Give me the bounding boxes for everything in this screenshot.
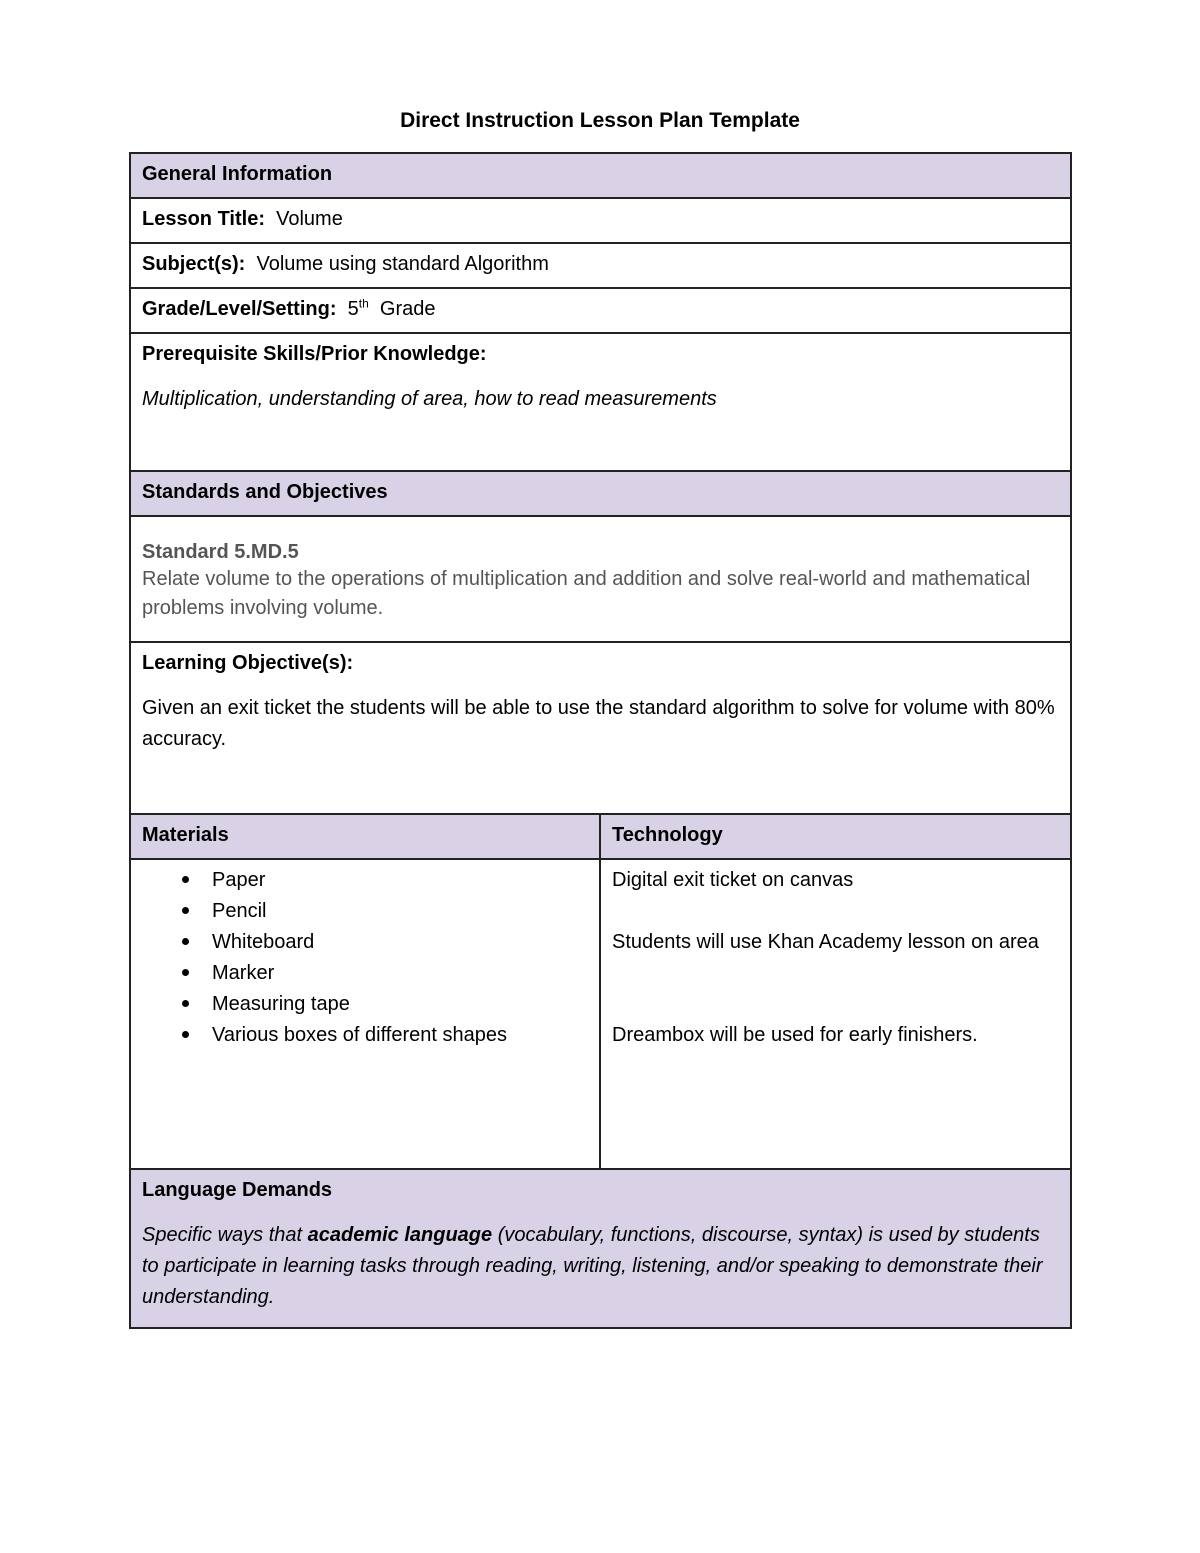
technology-header: Technology	[600, 814, 1071, 859]
grade-row	[130, 288, 1071, 333]
lesson-title-value: Volume	[276, 208, 343, 230]
general-info-header: General Information	[130, 153, 1071, 198]
technology-line: Dreambox will be used for early finishers.	[612, 1024, 978, 1046]
prereq-row	[130, 333, 1071, 471]
language-text-after: (vocabulary, functions, discourse, syntax) is used by students to participate in learning tasks through reading, writing, listening, and/or speaking to demonstrate their understanding.	[142, 1224, 1043, 1308]
lesson-title-label: Lesson Title:	[142, 208, 265, 230]
materials-item: Pencil	[212, 896, 588, 927]
materials-list	[142, 865, 588, 1051]
standards-header: Standards and Objectives	[130, 471, 1071, 516]
prereq-value: Multiplication, understanding of area, how to read measurements	[142, 388, 717, 410]
technology-line: Students will use Khan Academy lesson on area	[612, 931, 1039, 953]
objective-label: Learning Objective(s):	[142, 652, 354, 674]
language-demands-row	[130, 1169, 1071, 1328]
standard-cell	[130, 516, 1071, 642]
objective-cell	[130, 642, 1071, 814]
language-text-before: Specific ways that	[142, 1224, 308, 1246]
grade-suffix: th	[358, 296, 369, 311]
grade-number: 5	[347, 298, 359, 320]
materials-item: Whiteboard	[212, 927, 588, 958]
materials-item: Paper	[212, 865, 588, 896]
objective-row	[130, 642, 1071, 814]
language-demands-header: Language Demands	[142, 1179, 333, 1201]
technology-line: Digital exit ticket on canvas	[612, 869, 854, 891]
objective-text: Given an exit ticket the students will be able to use the standard algorithm to solve for volume with 80% accuracy.	[142, 697, 1055, 750]
lesson-title-cell	[130, 198, 1071, 243]
materials-item: Marker	[212, 958, 588, 989]
materials-header: Materials	[130, 814, 600, 859]
lesson-plan-table	[129, 152, 1072, 1329]
language-text-bold: academic language	[307, 1224, 493, 1246]
standard-row	[130, 516, 1071, 642]
materials-cell	[130, 859, 600, 1169]
materials-technology-row	[130, 859, 1071, 1169]
technology-cell	[600, 859, 1071, 1169]
prereq-cell	[130, 333, 1071, 471]
materials-technology-header-row	[130, 814, 1071, 859]
lesson-title-row	[130, 198, 1071, 243]
grade-cell	[130, 288, 1071, 333]
language-demands-cell	[130, 1169, 1071, 1328]
grade-label: Grade/Level/Setting:	[142, 298, 337, 320]
materials-item: Various boxes of different shapes	[212, 1020, 588, 1051]
subjects-cell	[130, 243, 1071, 288]
standard-text: Relate volume to the operations of multiplication and addition and solve real-world and mathematical problems involving volume.	[142, 568, 1031, 619]
materials-item: Measuring tape	[212, 989, 588, 1020]
standard-title: Standard 5.MD.5	[142, 541, 299, 563]
subjects-value: Volume using standard Algorithm	[256, 253, 549, 275]
subjects-row	[130, 243, 1071, 288]
subjects-label: Subject(s):	[142, 253, 246, 275]
language-demands-text	[142, 1220, 1059, 1313]
general-info-header-row	[130, 153, 1071, 198]
grade-word: Grade	[379, 298, 436, 320]
document-title: Direct Instruction Lesson Plan Template	[400, 109, 800, 132]
standards-header-row	[130, 471, 1071, 516]
prereq-label: Prerequisite Skills/Prior Knowledge:	[142, 343, 487, 365]
